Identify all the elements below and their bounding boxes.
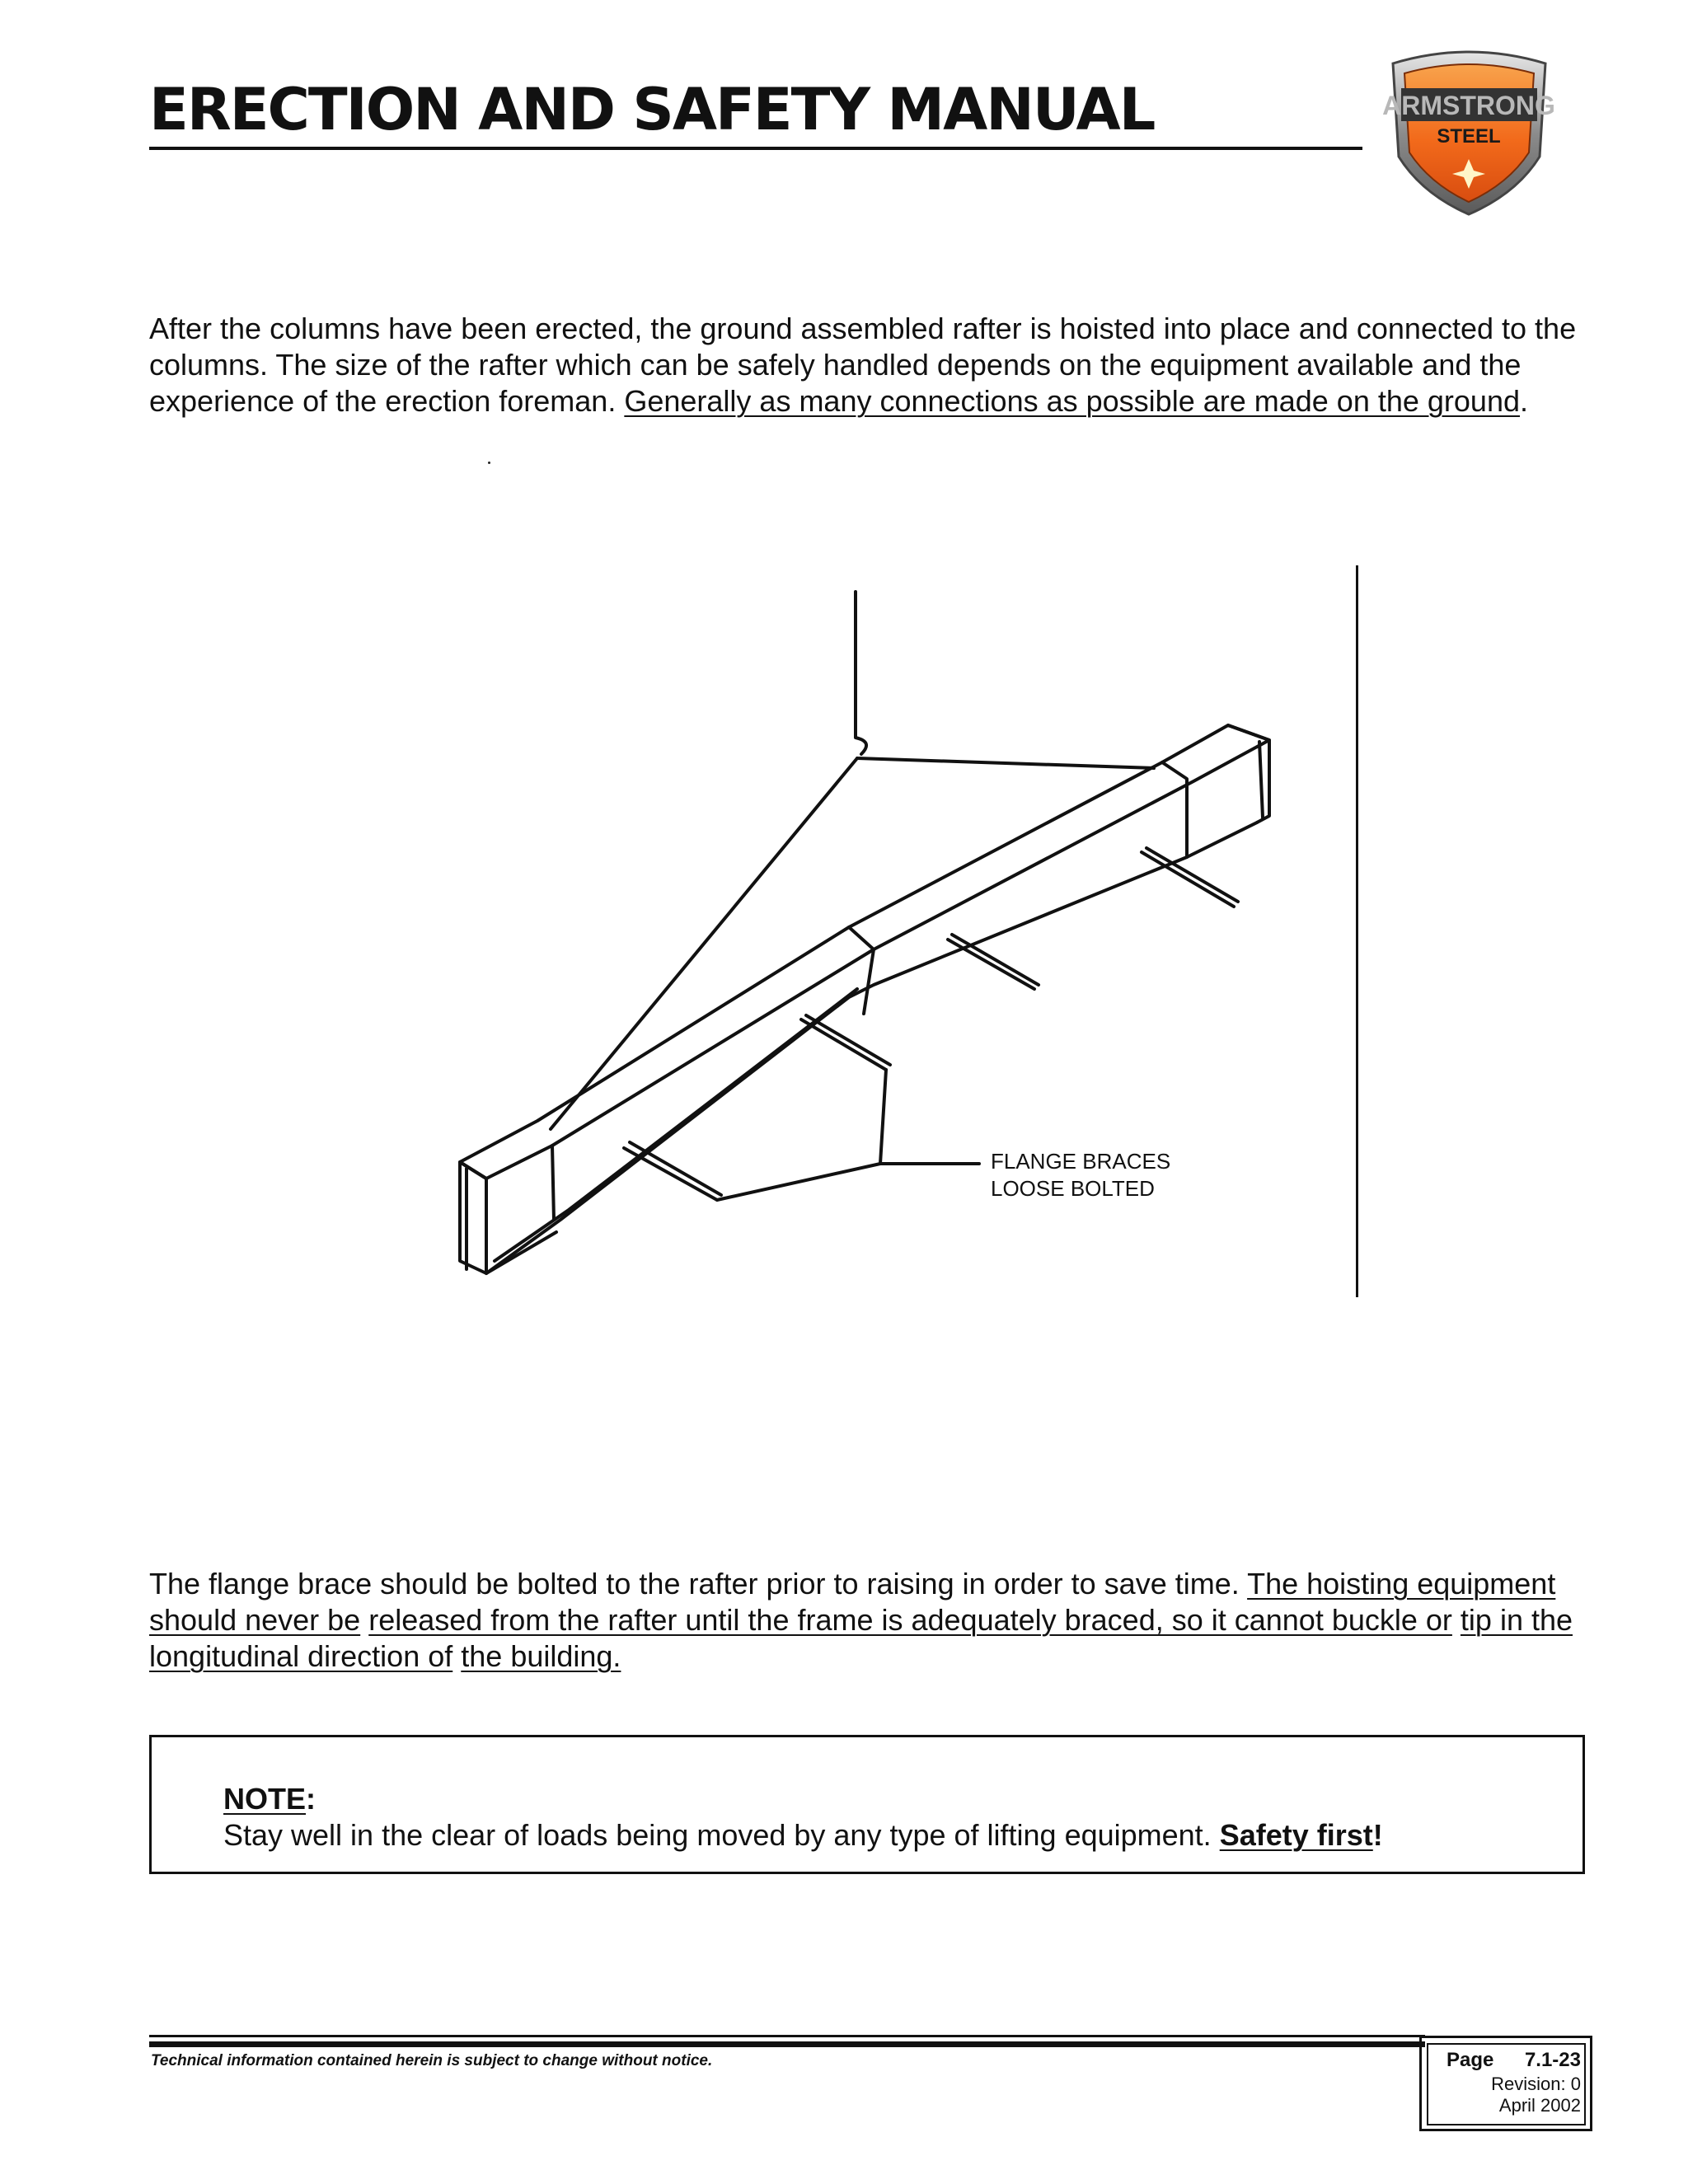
- sling-line-left: [551, 758, 857, 1129]
- rafter-end-face: [460, 1162, 486, 1273]
- title-underline: [149, 147, 1362, 150]
- page-number: 7.1-23: [1524, 2049, 1581, 2071]
- flange-brace-1: [624, 1148, 717, 1200]
- footer-rule-thin: [149, 2035, 1425, 2037]
- page-label: Page: [1447, 2049, 1494, 2071]
- brace-gap-c: [452, 1639, 461, 1673]
- brace-underlined-c: tip in the longitudinal direction of: [149, 1603, 1573, 1673]
- rafter-top-face: [460, 725, 1269, 1179]
- note-heading-text: NOTE: [223, 1782, 307, 1816]
- brace-underlined-d: the building.: [461, 1639, 621, 1673]
- loose-bolted-label: LOOSE BOLTED: [991, 1176, 1155, 1201]
- stray-dot: [488, 462, 490, 464]
- flange-brace-2: [801, 1019, 886, 1070]
- flange-brace-4: [1142, 852, 1234, 907]
- page-number-row: [1447, 2049, 1581, 2072]
- armstrong-steel-logo: [1376, 45, 1562, 218]
- footer-disclaimer: Technical information contained herein is subject to change without notice.: [151, 2052, 713, 2069]
- hoist-cable: [856, 592, 866, 754]
- intro-underlined-text: Generally as many connections as possible are made on the ground: [624, 384, 1520, 418]
- sling-line-right: [857, 758, 1154, 768]
- note-end: !: [1372, 1818, 1383, 1852]
- flange-braces-label: FLANGE BRACES: [991, 1149, 1171, 1174]
- rafter-hoisting-diagram: [429, 560, 1385, 1319]
- logo-brand-text: ARMSTRONG: [1382, 91, 1555, 120]
- label-leader-lines: [717, 1070, 886, 1200]
- brace-paragraph: [149, 1566, 1583, 1675]
- note-colon: :: [306, 1782, 316, 1816]
- note-body: [223, 1818, 1383, 1853]
- note-text: Stay well in the clear of loads being moved by any type of lifting equipment.: [223, 1818, 1220, 1852]
- intro-end: .: [1520, 384, 1529, 418]
- brace-text: The flange brace should be bolted to the rafter prior to raising in order to save time.: [149, 1567, 1248, 1601]
- flange-brace-3: [948, 940, 1034, 989]
- diagram-vertical-line: [1356, 565, 1358, 1297]
- brace-underlined-a: The hoisting equipment should never be: [149, 1567, 1556, 1637]
- logo-sub-text: STEEL: [1437, 125, 1501, 148]
- brace-gap-b: [1452, 1603, 1461, 1637]
- intro-text: After the columns have been erected, the ground assembled rafter is hoisted into place and connected to the columns. The size of the rafter which can be safely handled depends on the equipment available and the experience of the erection foreman.: [149, 312, 1577, 418]
- rafter-bottom-flange: [486, 823, 1257, 1273]
- note-emphasis: Safety first: [1219, 1818, 1373, 1852]
- intro-paragraph: [149, 311, 1583, 419]
- footer-rule-thick: [149, 2041, 1425, 2047]
- brace-underlined-b: released from the rafter until the frame is adequately braced, so it cannot buckle or: [368, 1603, 1452, 1637]
- page-title: ERECTION AND SAFETY MANUAL: [149, 76, 1155, 143]
- brace-gap-a: [360, 1603, 368, 1637]
- note-heading: [223, 1782, 316, 1816]
- revision-date: April 2002: [1498, 2095, 1581, 2116]
- note-box: [149, 1735, 1585, 1874]
- revision: Revision: 0: [1491, 2074, 1581, 2094]
